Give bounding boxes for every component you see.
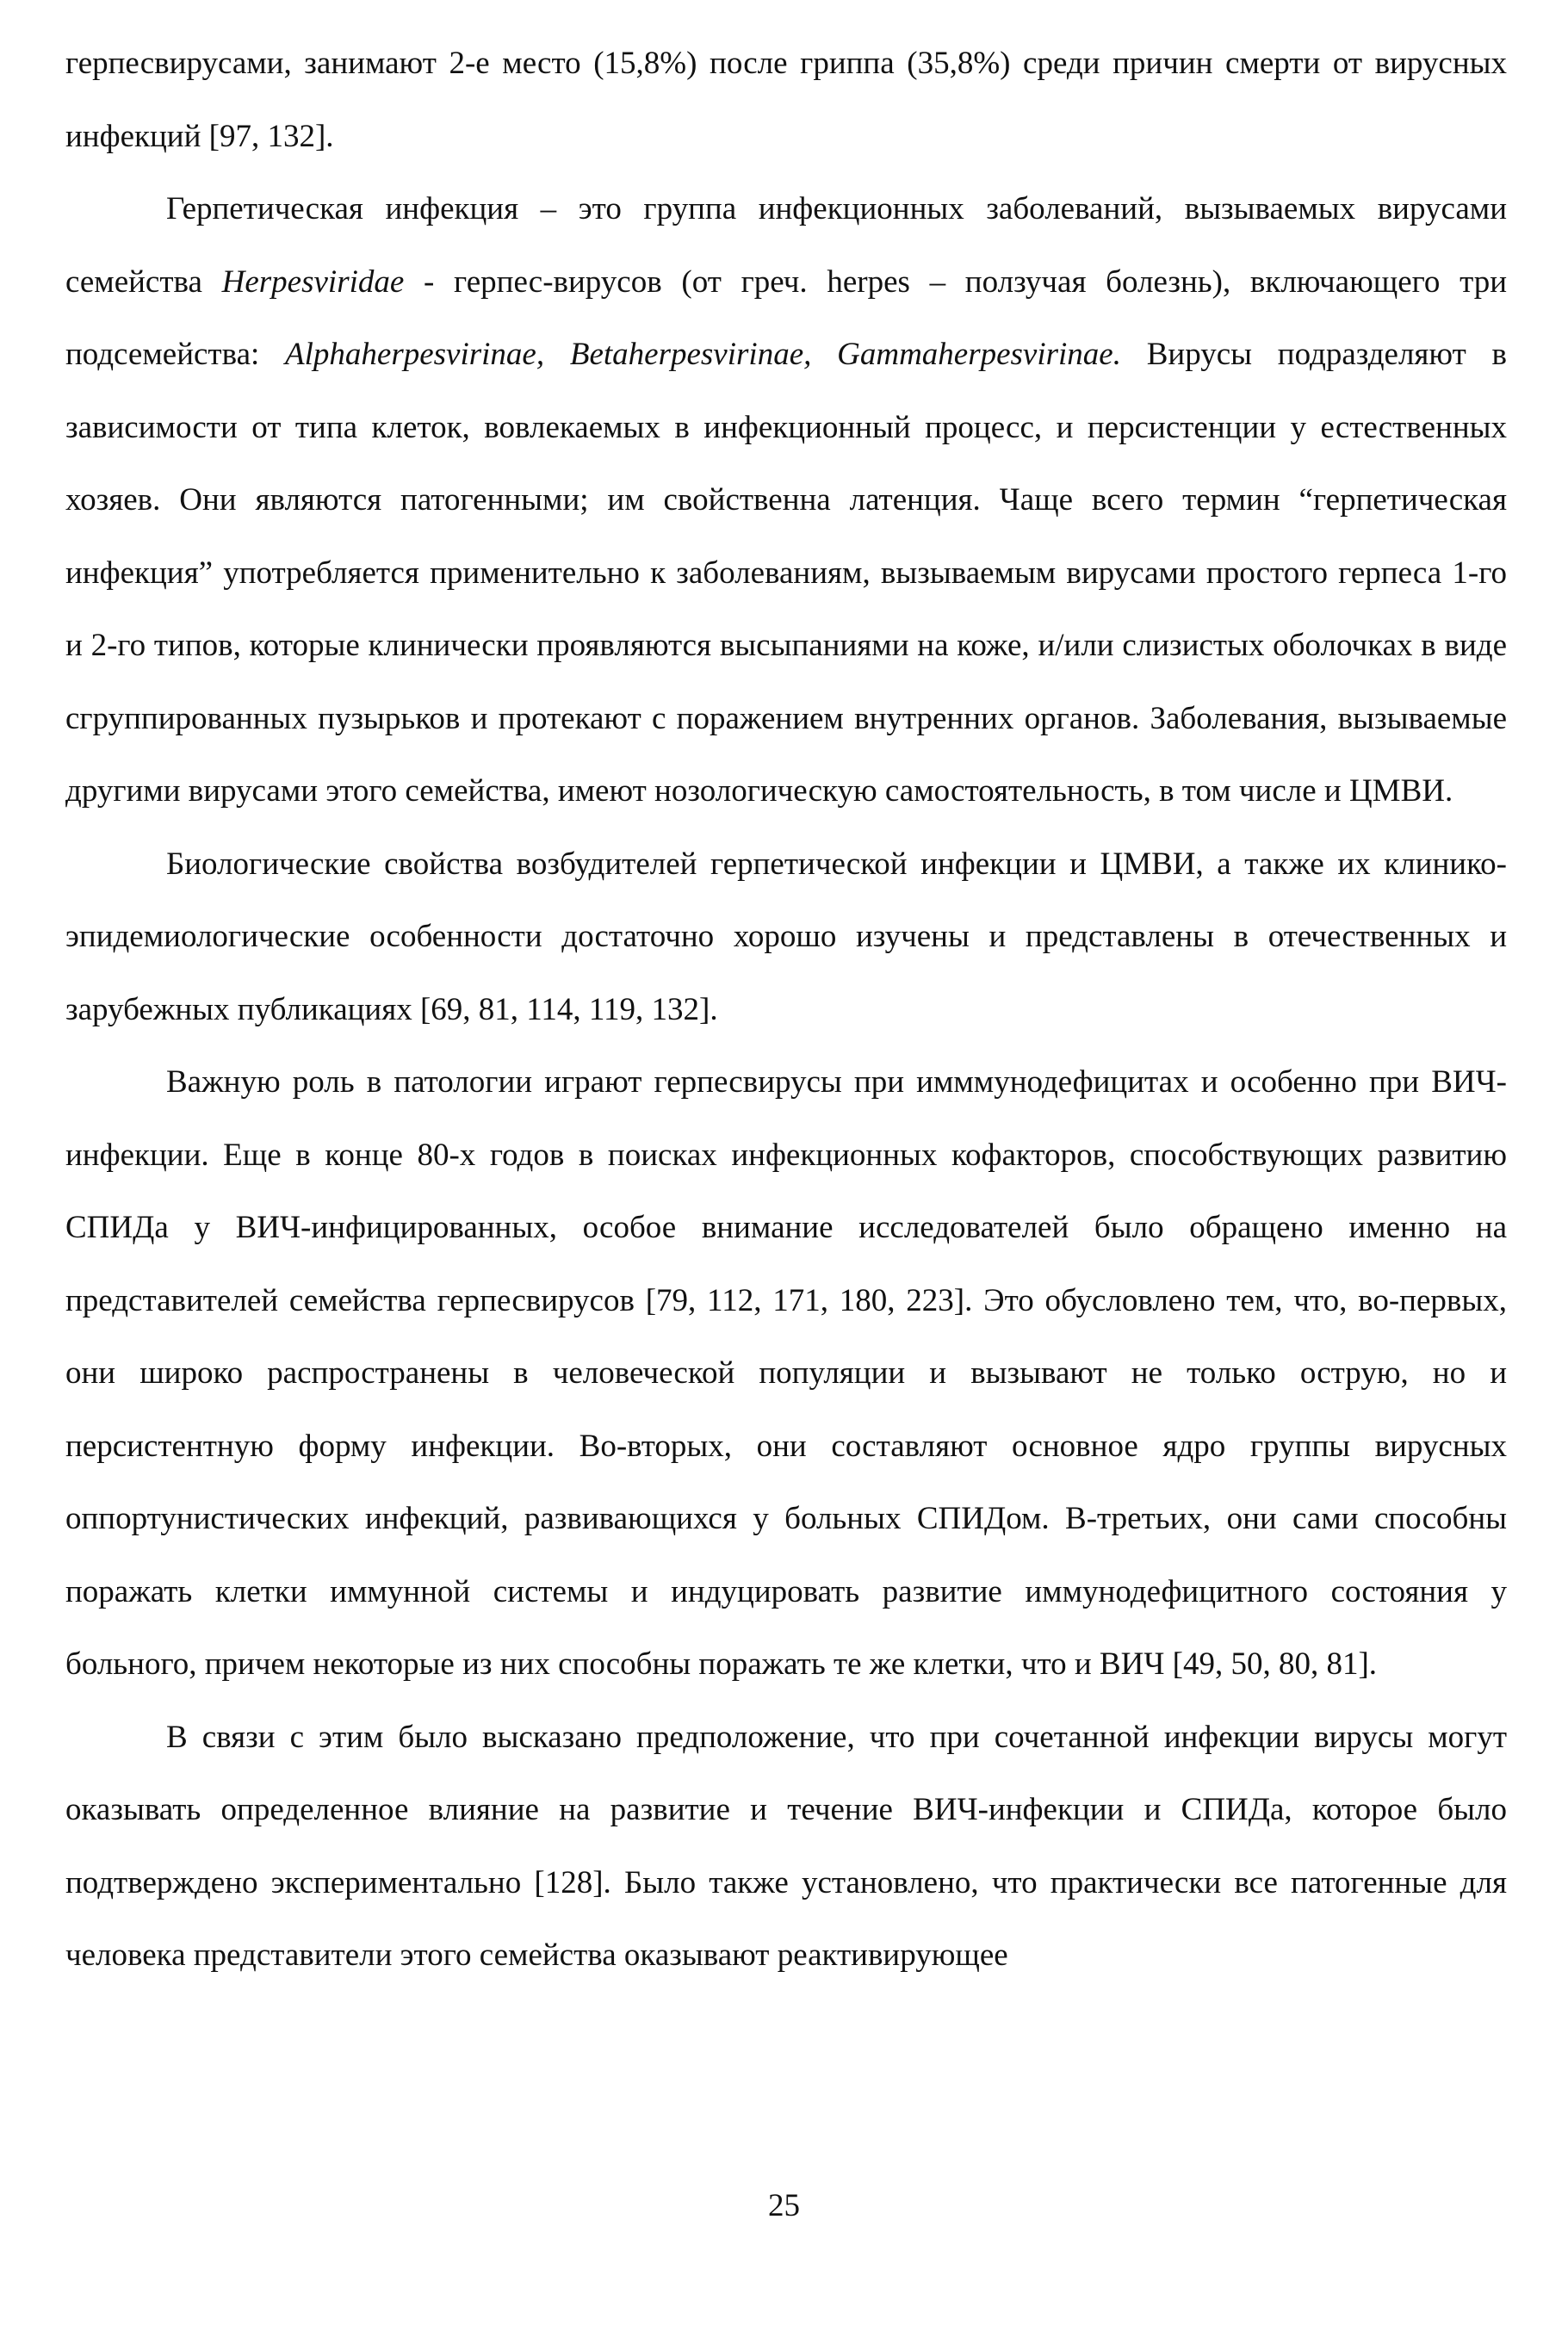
paragraph bbox=[65, 1046, 1507, 1702]
paragraph bbox=[65, 173, 1507, 828]
paragraph bbox=[65, 828, 1507, 1047]
text-run: Вирусы подразделяют в зависимости от типа клеток, вовлекаемых в инфекционный процесс, и персистенции у естественных хозяев. Они являются патогенными; им свойственна латенция. Чаще всего термин “герпетическая инфекция” употребляется применительно к заболеваниям, вызываемым вирусами простого герпеса 1-го и 2-го типов, которые клинически проявляются высыпаниями на коже, и/или слизистых оболочках в виде сгруппированных пузырьков и протекают с поражением внутренних органов. Заболевания, вызываемые другими вирусами этого семейства, имеют нозологическую самостоятельность, в том числе и ЦМВИ. bbox=[65, 337, 1507, 809]
page-body bbox=[65, 28, 1507, 1993]
paragraph bbox=[65, 1702, 1507, 1993]
text-run: В связи с этим было высказано предположение, что при сочетанной инфекции вирусы могут оказывать определенное влияние на развитие и течение ВИЧ-инфекции и СПИДа, которое было подтверждено экспериментально [128]. Было также установлено, что практически все патогенные для человека представители этого семейства оказывают реактивирующее bbox=[65, 1719, 1507, 1973]
text-run: Герпетическая инфекция – это группа инфекционных заболеваний, вызываемых вирусами семейства bbox=[65, 191, 1507, 300]
italic-term: Alphaherpesvirinae, Betaherpesvirinae, Gammaherpesvirinae. bbox=[285, 337, 1121, 372]
italic-term: Herpesviridae bbox=[221, 264, 405, 300]
text-run: Важную роль в патологии играют герпесвирусы при имммунодефицитах и особенно при ВИЧ-инфекции. Еще в конце 80-х годов в поисках инфекционных кофакторов, способствующих развитию СПИДа у ВИЧ-инфицированных, особое внимание исследователей было обращено именно на представителей семейства герпесвирусов [79, 112, 171, 180, 223]. Это обусловлено тем, что, во-первых, они широко распространены в человеческой популяции и вызывают не только острую, но и персистентную форму инфекции. Во-вторых, они составляют основное ядро группы вирусных оппортунистических инфекций, развивающихся у больных СПИДом. В-третьих, они сами способны поражать клетки иммунной системы и индуцировать развитие иммунодефицитного состояния у больного, причем некоторые из них способны поражать те же клетки, что и ВИЧ [49, 50, 80, 81]. bbox=[65, 1064, 1507, 1682]
text-run: герпесвирусами, занимают 2-е место (15,8%) после гриппа (35,8%) среди причин смерти от вирусных инфекций [97, 132]. bbox=[65, 46, 1507, 154]
paragraph bbox=[65, 28, 1507, 173]
text-run: Биологические свойства возбудителей герпетической инфекции и ЦМВИ, а также их клинико-эпидемиологические особенности достаточно хорошо изучены и представлены в отечественных и зарубежных публикациях [69, 81, 114, 119, 132]. bbox=[65, 846, 1507, 1027]
text-run: - герпес-вирусов (от греч. herpes – ползучая болезнь), включающего три подсемейства: bbox=[65, 264, 1507, 372]
page-number: 25 bbox=[768, 2188, 800, 2223]
